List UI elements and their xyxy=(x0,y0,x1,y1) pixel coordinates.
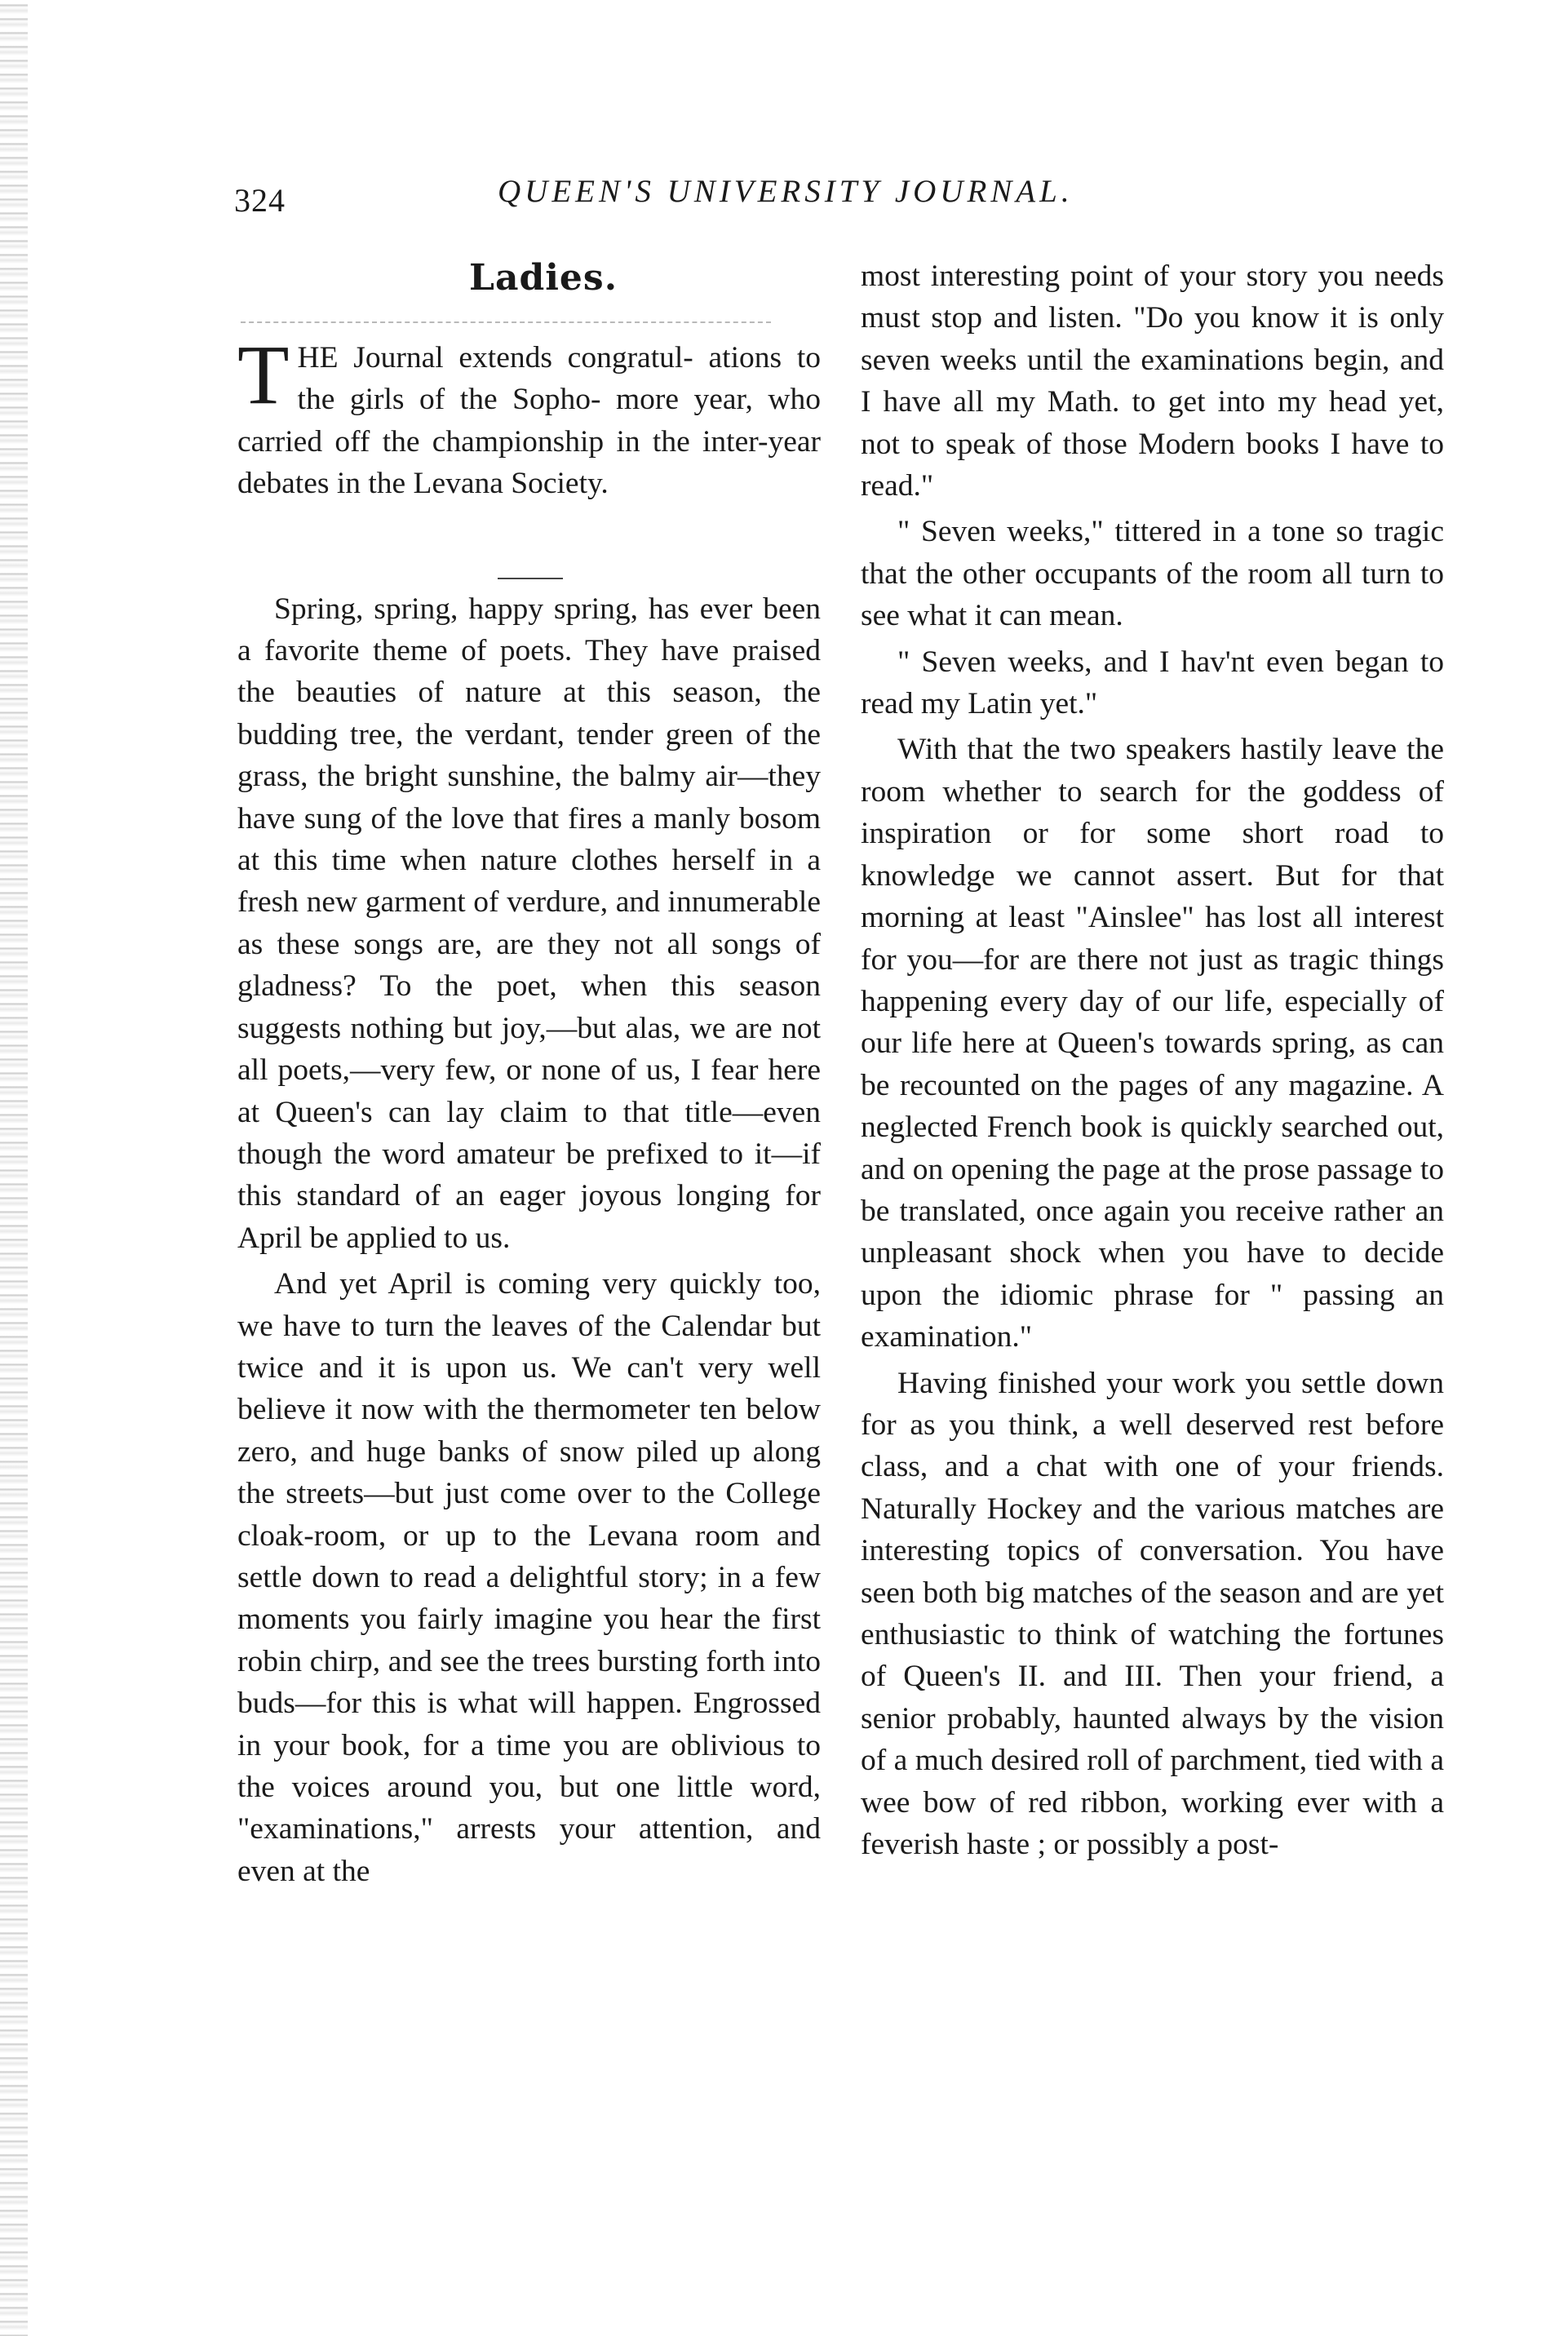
intro-paragraph xyxy=(237,328,821,505)
paragraph: With that the two speakers hastily leave the room whether to search for the goddess of inspiration or for some short road to knowledge we cannot assert. But for that morning at least "Ainslee" has lost all interest for you—for are there not just as tragic things happening every day of our life, especially of our life here at Queen's towards spring, as can be recounted on the pages of any magazine. A neglected French book is quickly searched out, and on opening the page at the prose passage to be translated, once again you receive rather an unpleasant shock when you have to decide upon the idiomic phrase for " passing an examination." xyxy=(861,733,1444,1354)
page-binding-edge xyxy=(0,0,28,2336)
page-number: 324 xyxy=(234,182,286,219)
intro-text: HE Journal extends congratul- ations to the girls of the Sopho- more year, who carried off the championship in the inter-year debates in the Levana Society. xyxy=(237,341,821,501)
paragraph: Spring, spring, happy spring, has ever been a favorite theme of poets. They have praised the beauties of nature at this season, the budding tree, the verdant, tender green of the grass, the bright sunshine, the balmy air—they have sung of the love that fires a manly bosom at this time when nature clothes herself in a fresh new garment of verdure, and innumerable as these songs are, are they not all songs of gladness? To the poet, when this season suggests nothing but joy,—but alas, we are not all poets,—very few, or none of us, I fear here at Queen's can lay claim to that title—even though the word amateur be prefixed to it—if this standard of an eager joyous longing for April be applied to us. xyxy=(237,592,821,1255)
paragraph: And yet April is coming very quickly too, we have to turn the leaves of the Calendar but twice and it is upon us. We can't very well believe it now with the thermometer ten below zero, and huge banks of snow piled up along the streets—but just come over to the College cloak-room, or up to the Levana room and settle down to read a delightful story; in a few moments you fairly imagine you hear the first robin chirp, and see the trees bursting forth into buds—for this is what will happen. Engrossed in your book, for a time you are oblivious to the voices around you, but one little word, "examinations," arrests your attention, and even at the xyxy=(237,1267,821,1888)
right-column xyxy=(861,255,1444,1865)
section-title: Ladies. xyxy=(469,257,618,299)
title-divider xyxy=(241,321,771,323)
left-column xyxy=(237,328,821,1892)
paragraph: " Seven weeks, and I hav'nt even began to read my Latin yet." xyxy=(861,645,1444,721)
paragraph: Having finished your work you settle down for as you think, a well deserved rest before class, and a chat with one of your friends. Naturally Hockey and the various matches are interesting topics of conversation. You have seen both big matches of the season and are yet enthusiastic to think of watching the fortunes of Queen's II. and III. Then your friend, a senior probably, haunted always by the vision of a much desired roll of parchment, tied with a wee bow of red ribbon, working ever with a feverish haste ; or possibly a post- xyxy=(861,1366,1444,1862)
paragraph: most interesting point of your story you needs must stop and listen. "Do you know it is only seven weeks until the examinations begin, and I have all my Math. to get into my head yet, not to speak of those Modern books I have to read." xyxy=(861,259,1444,503)
paragraph: " Seven weeks," tittered in a tone so tragic that the other occupants of the room all turn to see what it can mean. xyxy=(861,515,1444,633)
running-title: QUEEN'S UNIVERSITY JOURNAL. xyxy=(498,174,1074,209)
drop-cap: T xyxy=(237,328,290,422)
